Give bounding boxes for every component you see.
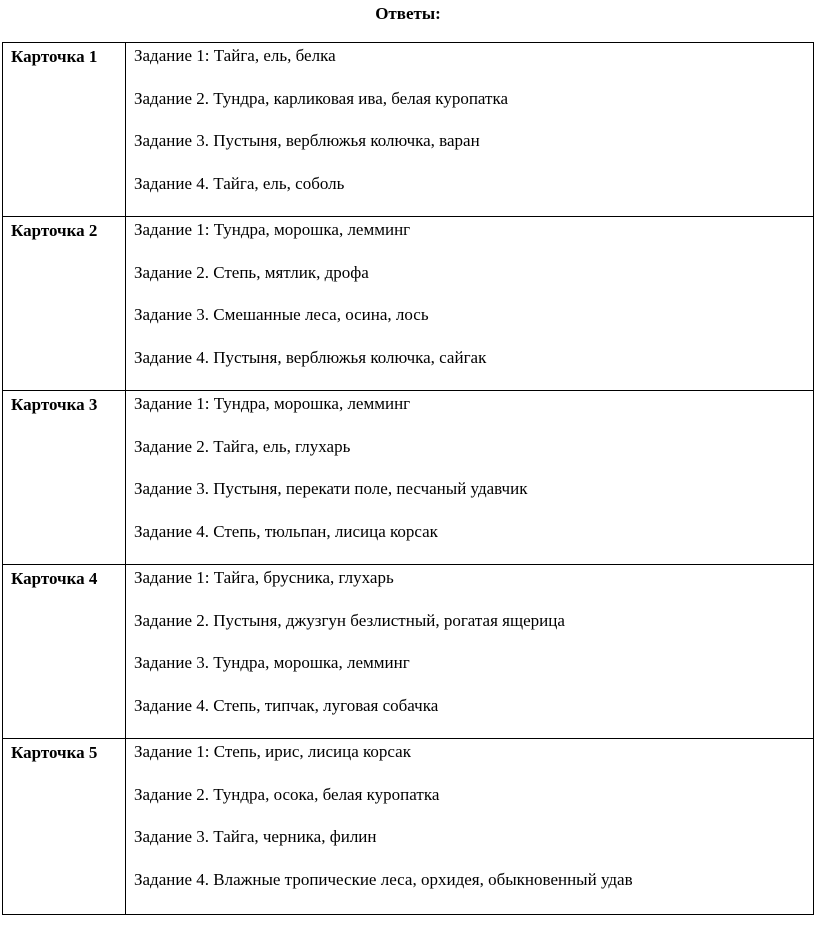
task-line: Задание 1: Тундра, морошка, лемминг: [134, 220, 411, 239]
task-line: Задание 4. Тайга, ель, соболь: [134, 173, 345, 193]
task-line: Задание 2. Тундра, карликовая ива, белая куропатка: [134, 88, 509, 108]
card-tasks: [126, 565, 814, 739]
task-line: Задание 3. Смешанные леса, осина, лось: [134, 305, 429, 324]
task-line: Задание 4. Влажные тропические леса, орхидея, обыкновенный удав: [134, 869, 633, 889]
card-row-1: [3, 43, 814, 217]
card-row-4: [3, 565, 814, 739]
task-line: Задание 2. Тундра, осока, белая куропатка: [134, 784, 440, 804]
task-line: Задание 2. Степь, мятлик, дрофа: [134, 262, 369, 282]
task-line: Задание 1: Степь, ирис, лисица корсак: [134, 742, 411, 761]
card-tasks: [126, 391, 814, 565]
task-line: Задание 2. Пустыня, джузгун безлистный, рогатая ящерица: [134, 610, 565, 630]
card-tasks: [126, 739, 814, 915]
card-tasks: [126, 217, 814, 391]
card-label: Карточка 1: [3, 43, 126, 217]
answers-table: [2, 42, 814, 915]
task-line: Задание 1: Тайга, ель, белка: [134, 46, 336, 65]
task-line: Задание 1: Тайга, брусника, глухарь: [134, 568, 394, 587]
card-tasks: [126, 43, 814, 217]
card-label: Карточка 4: [3, 565, 126, 739]
task-line: Задание 4. Степь, типчак, луговая собачка: [134, 695, 439, 715]
card-row-2: [3, 217, 814, 391]
task-line: Задание 3. Пустыня, верблюжья колючка, варан: [134, 131, 480, 150]
card-label: Карточка 5: [3, 739, 126, 915]
task-line: Задание 4. Степь, тюльпан, лисица корсак: [134, 521, 438, 541]
task-line: Задание 4. Пустыня, верблюжья колючка, сайгак: [134, 347, 487, 367]
page-title: Ответы:: [375, 4, 441, 23]
card-row-3: [3, 391, 814, 565]
task-line: Задание 1: Тундра, морошка, лемминг: [134, 394, 411, 413]
task-line: Задание 3. Тайга, черника, филин: [134, 827, 377, 846]
task-line: Задание 3. Пустыня, перекати поле, песчаный удавчик: [134, 479, 528, 498]
task-line: Задание 2. Тайга, ель, глухарь: [134, 436, 351, 456]
card-row-5: [3, 739, 814, 915]
card-label: Карточка 2: [3, 217, 126, 391]
task-line: Задание 3. Тундра, морошка, лемминг: [134, 653, 410, 672]
card-label: Карточка 3: [3, 391, 126, 565]
